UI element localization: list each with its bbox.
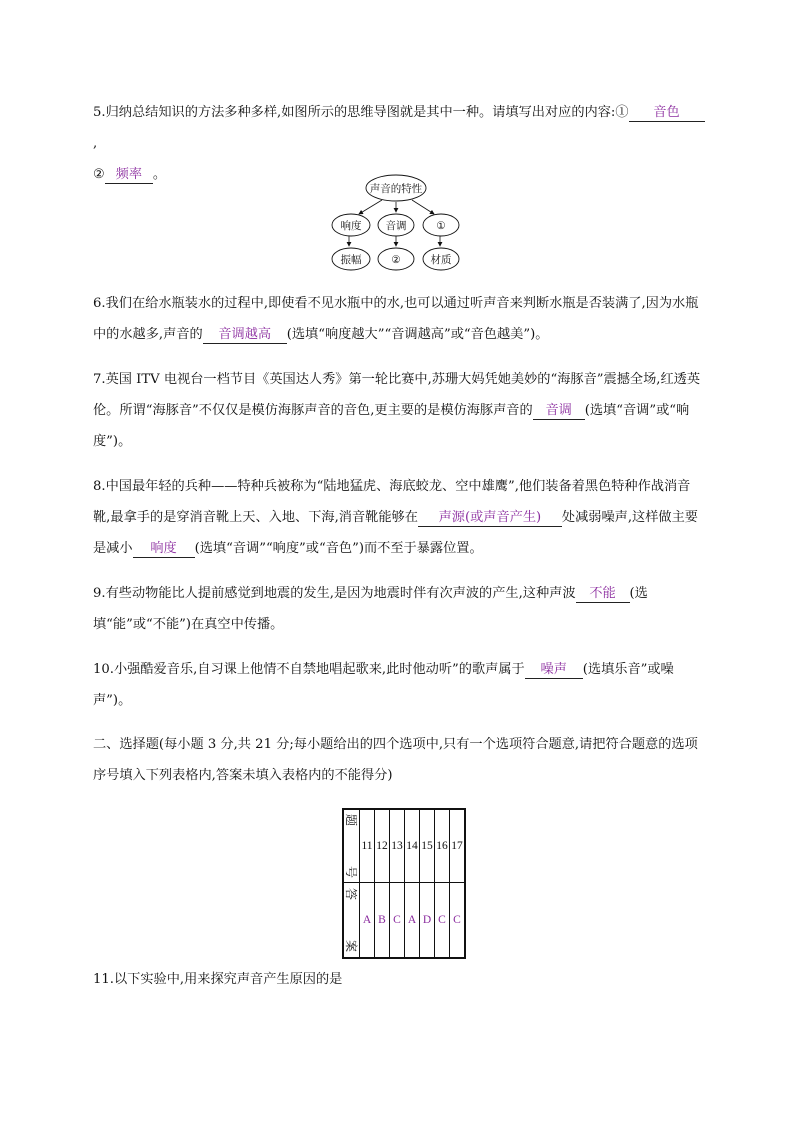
q9-hint: (选填“能”或“不能”)在真空中传播。 bbox=[93, 586, 648, 632]
table-cell-number: 12 bbox=[375, 809, 390, 883]
q6-text: 6.我们在给水瓶装水的过程中,即使看不见水瓶中的水,也可以通过听声音来判断水瓶是否装满了,因为水瓶中的水越多,声音的 bbox=[93, 296, 699, 342]
answer-table bbox=[342, 808, 466, 959]
mind-map-label-loudness: 响度 bbox=[340, 220, 362, 232]
table-cell-answer: A bbox=[405, 883, 420, 959]
q5-answer-2: 频率 bbox=[105, 166, 153, 184]
question-10 bbox=[93, 654, 705, 716]
question-6 bbox=[93, 288, 705, 350]
mind-map-grandchild-amplitude bbox=[332, 248, 370, 270]
question-9 bbox=[93, 578, 705, 640]
table-cell-number: 14 bbox=[405, 809, 420, 883]
mind-map-grandchild-blank-2 bbox=[378, 248, 414, 270]
q10-text: 10.小强酷爱音乐,自习课上他情不自禁地唱起歌来,此时他动听”的歌声属于 bbox=[93, 662, 525, 677]
table-row-answers bbox=[343, 883, 465, 959]
table-cell-number: 13 bbox=[390, 809, 405, 883]
q7-text: 7.英国 ITV 电视台一档节目《英国达人秀》第一轮比赛中,苏珊大妈凭她美妙的“海豚音”震撼全场,红透英伦。所谓“海豚音”不仅仅是模仿海豚声音的音色,更主要的是模仿海豚声音的 bbox=[93, 372, 701, 418]
mind-map-label-amplitude: 振幅 bbox=[340, 254, 362, 266]
table-answer-label bbox=[343, 883, 360, 959]
table-cell-number: 15 bbox=[420, 809, 435, 883]
question-7 bbox=[93, 364, 705, 457]
q8-answer-1: 声源(或声音产生) bbox=[418, 509, 562, 527]
section-2-instructions bbox=[93, 729, 705, 791]
q5-comma: , bbox=[93, 136, 98, 151]
mind-map-diagram bbox=[330, 172, 464, 274]
q8-text: 8.中国最年轻的兵种——特种兵被称为“陆地猛虎、海底蛟龙、空中雄鹰”,他们装备着黑色特种作战消音靴,最拿手的是穿消音靴上天、入地、下海,消音靴能够在 bbox=[93, 479, 691, 525]
q9-text: 9.有些动物能比人提前感觉到地震的发生,是因为地震时伴有次声波的产生,这种声波 bbox=[93, 586, 576, 601]
answer-label-char-1: 答 bbox=[344, 887, 359, 901]
table-cell-answer: C bbox=[450, 883, 466, 959]
mind-map-child-pitch bbox=[378, 214, 414, 236]
q6-answer: 音调越高 bbox=[203, 326, 287, 344]
mind-map-label-material: 材质 bbox=[430, 254, 452, 266]
mind-map-root-node bbox=[366, 175, 426, 201]
mind-map-label-blank-1: ① bbox=[436, 220, 446, 232]
table-cell-number: 17 bbox=[450, 809, 466, 883]
q7-answer: 音调 bbox=[533, 402, 585, 420]
section-2-text: 二、选择题(每小题 3 分,共 21 分;每小题给出的四个选项中,只有一个选项符合题意,请把符合题意的选项序号填入下列表格内,答案未填入表格内的不能得分) bbox=[93, 737, 698, 783]
header-label-char-2: 号 bbox=[344, 865, 359, 879]
table-cell-answer: C bbox=[390, 883, 405, 959]
table-cell-number: 11 bbox=[360, 809, 375, 883]
table-cell-answer: A bbox=[360, 883, 375, 959]
mind-map-label-blank-2: ② bbox=[391, 254, 401, 266]
q6-hint: (选填“响度越大”“音调越高”或“音色越美”)。 bbox=[286, 327, 549, 342]
question-11 bbox=[93, 964, 705, 995]
table-header-label bbox=[343, 809, 360, 883]
q11-text: 11.以下实验中,用来探究声音产生原因的是 bbox=[93, 972, 343, 987]
q5-marker-2: ② bbox=[93, 167, 105, 182]
q7-hint: (选填“音调”或“响度”)。 bbox=[93, 403, 690, 449]
q5-period: 。 bbox=[152, 167, 167, 182]
header-label-char-1: 题 bbox=[344, 813, 359, 827]
table-cell-number: 16 bbox=[435, 809, 450, 883]
q5-text: 5.归纳总结知识的方法多种多样,如图所示的思维导图就是其中一种。请填写出对应的内容:① bbox=[93, 105, 629, 120]
q8-answer-2: 响度 bbox=[133, 540, 195, 558]
table-row-numbers bbox=[343, 809, 465, 883]
mind-map-label-pitch: 音调 bbox=[385, 220, 407, 232]
q10-answer: 噪声 bbox=[525, 661, 583, 679]
q10-hint: (选填乐音”或噪声”)。 bbox=[93, 662, 674, 708]
mind-map-root-label: 声音的特性 bbox=[369, 183, 423, 195]
q5-answer-1: 音色 bbox=[629, 104, 705, 122]
q8-text-2: 处减弱噪声,这样做主要是减小 bbox=[93, 510, 698, 556]
table-cell-answer: C bbox=[435, 883, 450, 959]
mind-map-grandchild-material bbox=[423, 248, 459, 270]
answer-label-char-2: 案 bbox=[344, 939, 359, 953]
mind-map-child-loudness bbox=[332, 214, 370, 236]
q9-answer: 不能 bbox=[576, 585, 630, 603]
table-cell-answer: B bbox=[375, 883, 390, 959]
mind-map-child-blank-1 bbox=[423, 214, 459, 236]
question-8 bbox=[93, 471, 705, 564]
q8-hint: (选填“音调”“响度”或“音色”)而不至于暴露位置。 bbox=[194, 541, 483, 556]
table-cell-answer: D bbox=[420, 883, 435, 959]
